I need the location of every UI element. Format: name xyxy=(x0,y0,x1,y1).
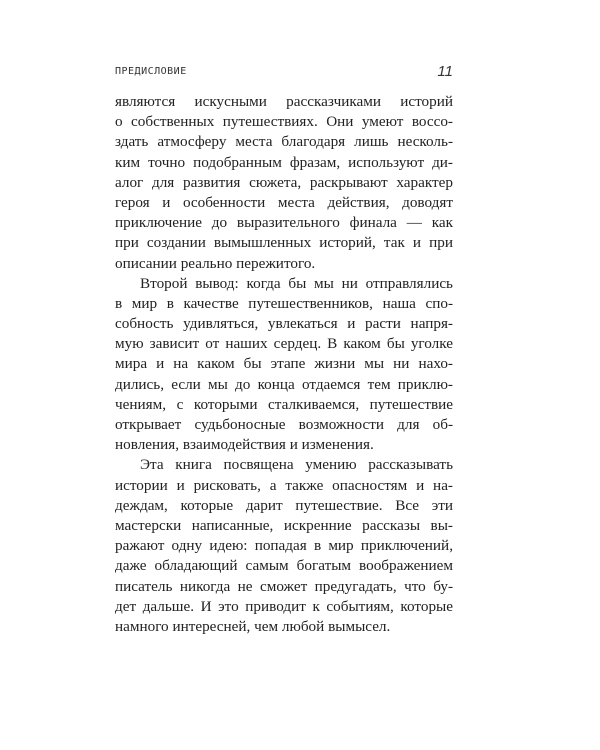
text-line: являются искусными рассказчиками историй xyxy=(115,93,453,110)
paragraph xyxy=(115,274,453,456)
body-text xyxy=(115,92,453,637)
text-line: Эта книга посвящена умению рассказывать xyxy=(140,456,453,474)
paragraph xyxy=(115,92,453,274)
text-line: о собственных путешествиях. Они умеют воссо- xyxy=(115,113,453,131)
text-line: дет дальше. И это приводит к событиям, которые xyxy=(115,597,453,615)
text-line: в мир в качестве путешественников, наша спо- xyxy=(115,294,453,312)
page-number: 11 xyxy=(437,63,453,80)
paragraph xyxy=(115,455,453,637)
text-line: мира и на каком бы этапе жизни мы ни нахо- xyxy=(115,355,453,373)
text-line: новления, взаимодействия и изменения. xyxy=(115,436,374,454)
text-line: мую зависит от наших сердец. В каком бы уголке xyxy=(115,335,453,353)
text-line: дились, если мы до конца отдаемся тем приклю- xyxy=(115,375,453,393)
text-line: открывает судьбоносные возможности для об- xyxy=(115,416,453,433)
text-line: героя и особенности места действия, доводят xyxy=(115,193,453,211)
text-line: деждам, которые дарит путешествие. Все эти xyxy=(115,496,453,514)
text-line: здать атмосферу места благодаря лишь несколь- xyxy=(115,133,453,151)
running-title: ПРЕДИСЛОВИЕ xyxy=(115,66,187,77)
text-line: описании реально пережитого. xyxy=(115,254,316,272)
text-line: ким точно подобранным фразам, используют ди- xyxy=(115,153,453,171)
text-line: писатель никогда не сможет предугадать, что бу- xyxy=(115,577,453,595)
text-line: Второй вывод: когда бы мы ни отправлялись xyxy=(140,274,453,292)
text-line: при создании вымышленных историй, так и при xyxy=(115,234,453,252)
text-line: приключение до выразительного финала — как xyxy=(115,214,453,232)
text-line: ражают одну идею: попадая в мир приключений, xyxy=(115,537,453,555)
text-line: собность удивляться, увлекаться и расти напря- xyxy=(115,315,453,333)
text-line: намного интересней, чем любой вымысел. xyxy=(115,617,391,635)
text-line: чениям, с которыми сталкиваемся, путешествие xyxy=(115,395,453,413)
page-header xyxy=(115,63,453,84)
text-line: истории и рисковать, а также опасностям и на- xyxy=(115,476,453,494)
text-line: даже обладающий самым богатым воображением xyxy=(115,557,453,575)
text-line: мастерски написанные, искренние рассказы вы- xyxy=(115,516,453,534)
text-line: алог для развития сюжета, раскрывают характер xyxy=(115,173,453,191)
